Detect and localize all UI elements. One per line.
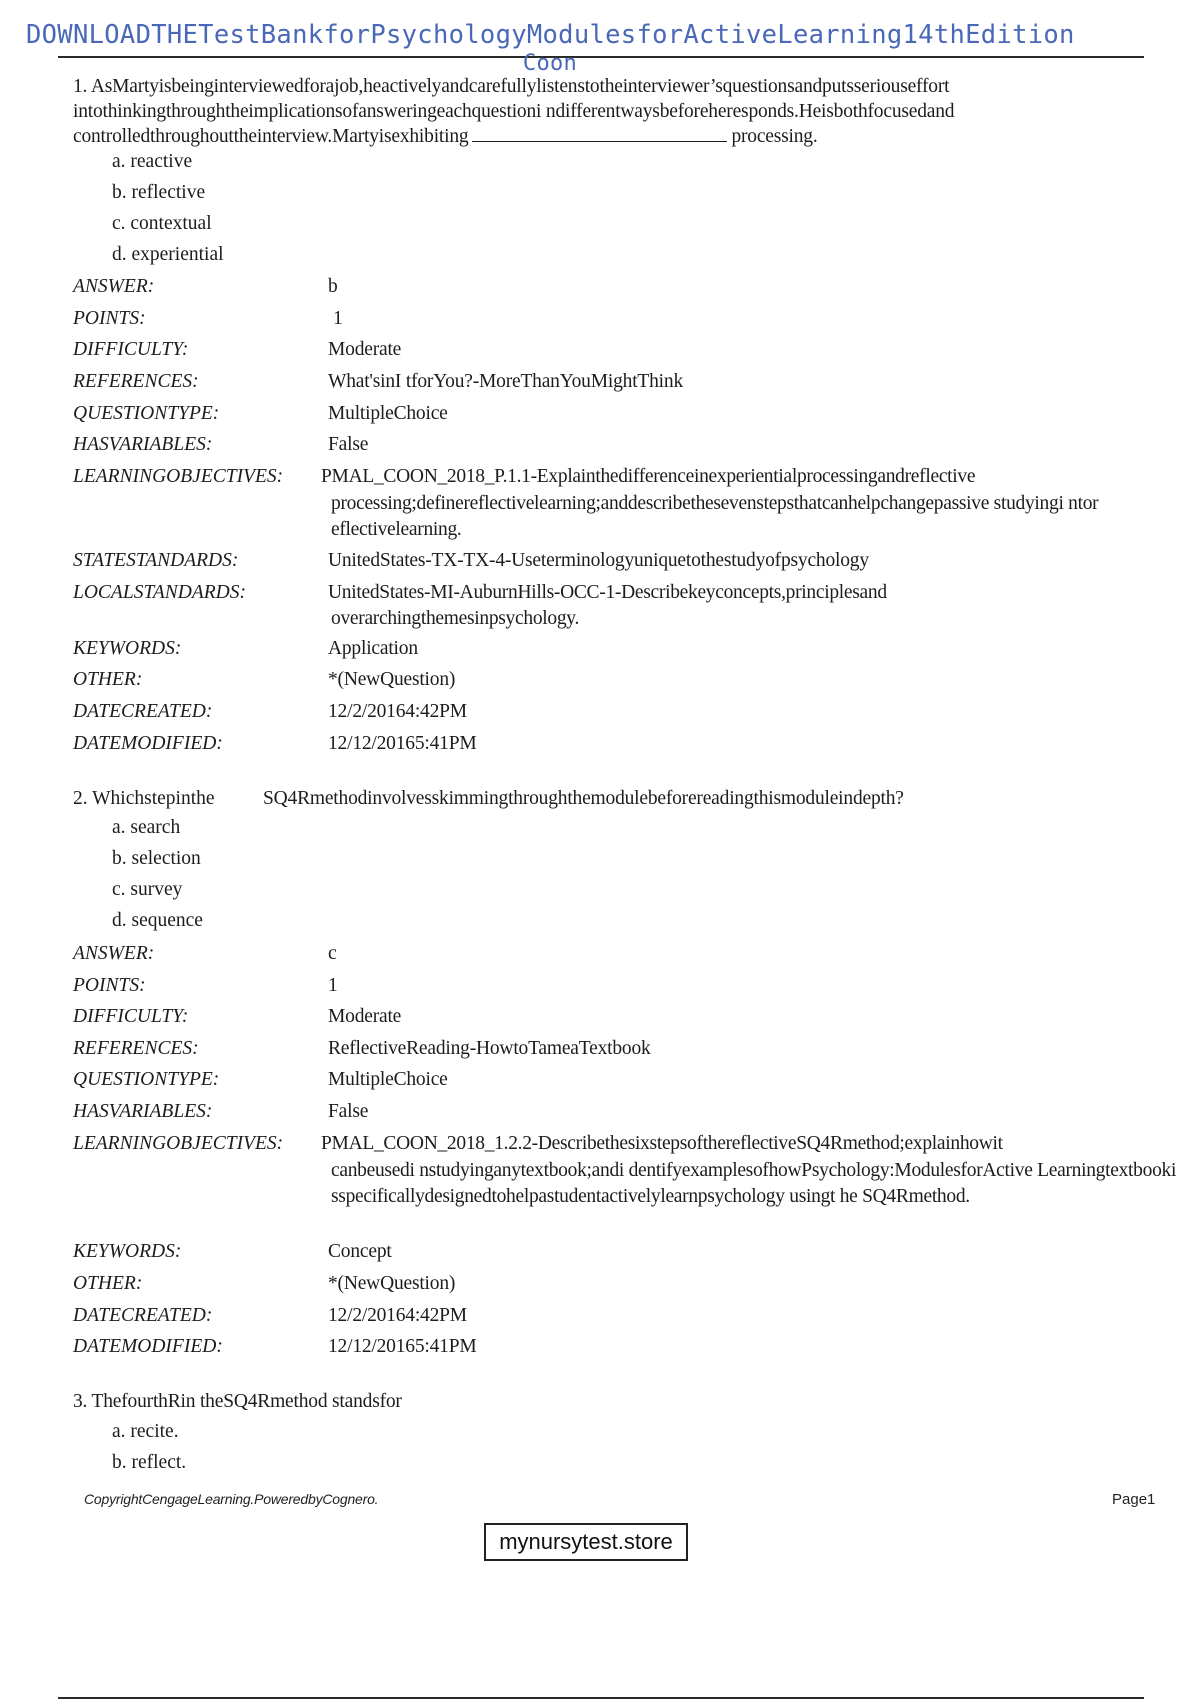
footer-copyright: CopyrightCengageLearning.PoweredbyCognero.: [84, 1491, 379, 1507]
question-1-localstandards: [73, 582, 1163, 636]
meta-value: *(NewQuestion): [328, 669, 456, 690]
meta-value-continued: processing;definereflectivelearning;anddescribethesevenstepsthatcanhelpchangepassive studyingi ntor eflectivelearning.: [331, 493, 1099, 540]
meta-value: UnitedStates-TX-TX-4-Useterminologyuniquetothestudyofpsychology: [328, 550, 869, 571]
meta-value: PMAL_COON_2018_P.1.1-Explainthedifferenceinexperientialprocessingandreflective: [321, 466, 976, 487]
meta-label: DATECREATED:: [73, 701, 213, 722]
question-1-answer: [73, 276, 1153, 302]
meta-label: LEARNINGOBJECTIVES:: [73, 466, 284, 487]
meta-value: Moderate: [328, 1006, 402, 1027]
question-1-keywords: [73, 638, 1153, 664]
question-2-option-c: c. survey: [112, 879, 183, 900]
meta-value: c: [328, 943, 337, 964]
question-2-answer: [73, 943, 1153, 969]
meta-label: HASVARIABLES:: [73, 434, 213, 455]
meta-label: OTHER:: [73, 1273, 143, 1294]
question-2-datemodified: [73, 1336, 1153, 1362]
question-2-learning-objectives: [73, 1133, 1177, 1239]
meta-value: MultipleChoice: [328, 1069, 448, 1090]
question-2-stem-end: SQ4Rmethodinvolvesskimmingthroughthemodulebeforereadingthismoduleindepth?: [263, 788, 904, 809]
question-2-points: [73, 975, 1153, 1001]
question-1-references: [73, 371, 1153, 397]
meta-label: KEYWORDS:: [73, 638, 182, 659]
meta-label: POINTS:: [73, 308, 146, 329]
meta-value: 1: [328, 975, 338, 996]
question-1-points: [73, 308, 1153, 334]
meta-value-continued: overarchingthemesinpsychology.: [331, 608, 580, 629]
question-1-option-d: d. experiential: [112, 244, 224, 265]
meta-value: 12/12/20165:41PM: [328, 733, 477, 754]
bottom-rule: [58, 1697, 1144, 1699]
question-1-stem: [73, 74, 1148, 149]
question-3-stem-text: 3. ThefourthRin theSQ4Rmethod standsfor: [73, 1391, 402, 1412]
meta-value: What'sinI tforYou?-MoreThanYouMightThink: [328, 371, 683, 392]
meta-label: DIFFICULTY:: [73, 1006, 189, 1027]
meta-label: ANSWER:: [73, 276, 155, 297]
question-2-other: [73, 1273, 1153, 1299]
question-1-stem-text: 1. AsMartyisbeinginterviewedforajob,heactivelyandcarefullylistenstotheinterviewer’squestionsandputsseriouseffort intothinkingthroughtheimplicationsofansweringeachquestioni ndifferentwaysbeforeheresponds.Heisbothfocusedand controlledthroughouttheinterview.Martyisexhibiting: [73, 76, 955, 147]
meta-value: Application: [328, 638, 418, 659]
question-1-hasvariables: [73, 434, 1153, 460]
header-author: Coon: [522, 51, 578, 76]
question-3-stem: [73, 1391, 1073, 1417]
meta-value: ReflectiveReading-HowtoTameaTextbook: [328, 1038, 651, 1059]
meta-value-continued: canbeusedi nstudyinganytextbook;andi dentifyexamplesofhowPsychology:ModulesforActive Learningtextbooki sspecificallydesignedtohelpastudentactivelylearnpsychology usingt he SQ4Rmethod.: [331, 1160, 1177, 1207]
question-2-references: [73, 1038, 1153, 1064]
question-1-other: [73, 669, 1153, 695]
question-1-option-a: a. reactive: [112, 151, 193, 172]
question-2-option-a: a. search: [112, 817, 181, 838]
meta-label: DATECREATED:: [73, 1305, 213, 1326]
question-1-option-c: c. contextual: [112, 213, 212, 234]
meta-value: UnitedStates-MI-AuburnHills-OCC-1-Describekeyconcepts,principlesand: [328, 582, 887, 603]
question-2-stem: [73, 788, 1173, 814]
question-1-statestandards: [73, 550, 1153, 576]
meta-label: ANSWER:: [73, 943, 155, 964]
question-2-option-b: b. selection: [112, 848, 201, 869]
meta-value: b: [328, 276, 338, 297]
question-2-hasvariables: [73, 1101, 1153, 1127]
question-3-option-a: a. recite.: [112, 1421, 179, 1442]
meta-label: REFERENCES:: [73, 371, 199, 392]
meta-label: QUESTIONTYPE:: [73, 403, 220, 424]
meta-label: LOCALSTANDARDS:: [73, 582, 246, 603]
meta-label: POINTS:: [73, 975, 146, 996]
meta-value: False: [328, 1101, 369, 1122]
meta-label: STATESTANDARDS:: [73, 550, 239, 571]
question-2-datecreated: [73, 1305, 1153, 1331]
meta-value: 12/12/20165:41PM: [328, 1336, 477, 1357]
meta-value: 12/2/20164:42PM: [328, 701, 467, 722]
question-1-difficulty: [73, 339, 1153, 365]
meta-label: KEYWORDS:: [73, 1241, 182, 1262]
footer-page-number: Page1: [1112, 1491, 1156, 1508]
meta-value: Concept: [328, 1241, 392, 1262]
meta-label: HASVARIABLES:: [73, 1101, 213, 1122]
meta-label: LEARNINGOBJECTIVES:: [73, 1133, 284, 1154]
meta-value: *(NewQuestion): [328, 1273, 456, 1294]
question-1-learning-objectives: [73, 466, 1163, 546]
meta-value: 1: [333, 308, 343, 329]
question-1-datecreated: [73, 701, 1153, 727]
meta-value: 12/2/20164:42PM: [328, 1305, 467, 1326]
question-1-stem-end: processing.: [731, 126, 818, 147]
question-2-option-d: d. sequence: [112, 910, 203, 931]
meta-label: OTHER:: [73, 669, 143, 690]
meta-label: REFERENCES:: [73, 1038, 199, 1059]
meta-label: DIFFICULTY:: [73, 339, 189, 360]
question-2-questiontype: [73, 1069, 1153, 1095]
header-title: DOWNLOADTHETestBankforPsychologyModulesforActiveLearning14thEdition: [26, 20, 1075, 50]
question-1-questiontype: [73, 403, 1153, 429]
meta-value: MultipleChoice: [328, 403, 448, 424]
question-2-keywords: [73, 1241, 1153, 1267]
meta-label: DATEMODIFIED:: [73, 1336, 223, 1357]
answer-blank: [472, 125, 727, 142]
question-1-datemodified: [73, 733, 1153, 759]
meta-value: Moderate: [328, 339, 402, 360]
question-2-stem-start: 2. Whichstepinthe: [73, 788, 215, 809]
question-3-option-b: b. reflect.: [112, 1452, 187, 1473]
question-1-option-b: b. reflective: [112, 182, 206, 203]
meta-label: QUESTIONTYPE:: [73, 1069, 220, 1090]
meta-value: PMAL_COON_2018_1.2.2-DescribethesixstepsofthereflectiveSQ4Rmethod;explainhowit: [321, 1133, 1003, 1154]
meta-value: False: [328, 434, 369, 455]
meta-label: DATEMODIFIED:: [73, 733, 223, 754]
question-2-difficulty: [73, 1006, 1153, 1032]
store-watermark-box: mynursytest.store: [484, 1523, 688, 1561]
